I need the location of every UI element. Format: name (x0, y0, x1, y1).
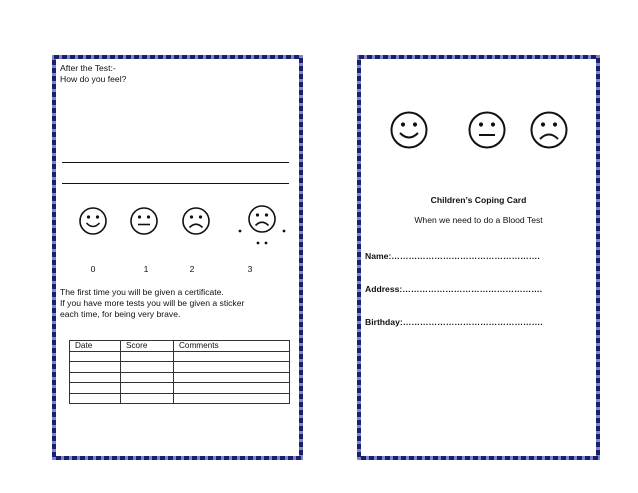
date-cell[interactable] (70, 383, 121, 394)
coping-card-back (52, 55, 303, 460)
table-row[interactable] (70, 383, 290, 394)
smiley-crying-icon[interactable] (232, 204, 288, 248)
table-header-row (70, 341, 290, 352)
comments-cell[interactable] (174, 393, 290, 404)
comments-cell[interactable] (174, 372, 290, 383)
table-row[interactable] (70, 362, 290, 373)
answer-line-1 (62, 162, 289, 163)
comments-cell[interactable] (174, 362, 290, 373)
score-cell[interactable] (121, 351, 174, 362)
column-header-date: Date (70, 341, 121, 352)
comments-cell[interactable] (174, 383, 290, 394)
smiley-sad-icon[interactable] (181, 206, 211, 236)
table-row[interactable] (70, 351, 290, 362)
score-label-0: 0 (90, 264, 96, 274)
score-label-3: 3 (247, 264, 253, 274)
score-cell[interactable] (121, 372, 174, 383)
smiley-neutral-icon[interactable] (129, 206, 159, 236)
answer-line-2 (62, 183, 289, 184)
sticker-info-line: If you have more tests you will be given a sticker (60, 298, 245, 308)
score-label-1: 1 (143, 264, 149, 274)
brave-info-line: each time, for being very brave. (60, 309, 181, 319)
date-cell[interactable] (70, 393, 121, 404)
score-cell[interactable] (121, 393, 174, 404)
date-cell[interactable] (70, 351, 121, 362)
comments-cell[interactable] (174, 351, 290, 362)
smiley-happy-icon[interactable] (78, 206, 108, 236)
date-cell[interactable] (70, 362, 121, 373)
card-title: Children’s Coping Card (430, 195, 527, 205)
test-log-table (69, 340, 290, 404)
column-header-score: Score (121, 341, 174, 352)
how-do-you-feel-question: How do you feel? (60, 74, 127, 84)
score-cell[interactable] (121, 362, 174, 373)
smiley-neutral-icon[interactable] (467, 110, 507, 150)
after-test-heading: After the Test:- (60, 63, 116, 73)
coping-card-front (357, 55, 600, 460)
birthday-field[interactable]: Birthday:…………………………………………. (365, 317, 543, 327)
address-field[interactable]: Address:…………………………………………. (365, 284, 543, 294)
column-header-comments: Comments (174, 341, 290, 352)
smiley-happy-icon[interactable] (389, 110, 429, 150)
date-cell[interactable] (70, 372, 121, 383)
score-label-2: 2 (189, 264, 195, 274)
score-cell[interactable] (121, 383, 174, 394)
card-subtitle: When we need to do a Blood Test (414, 215, 543, 225)
name-field[interactable]: Name:……………………………………………. (365, 251, 540, 261)
table-row[interactable] (70, 393, 290, 404)
certificate-info-line: The first time you will be given a certificate. (60, 287, 224, 297)
smiley-sad-icon[interactable] (529, 110, 569, 150)
table-row[interactable] (70, 372, 290, 383)
